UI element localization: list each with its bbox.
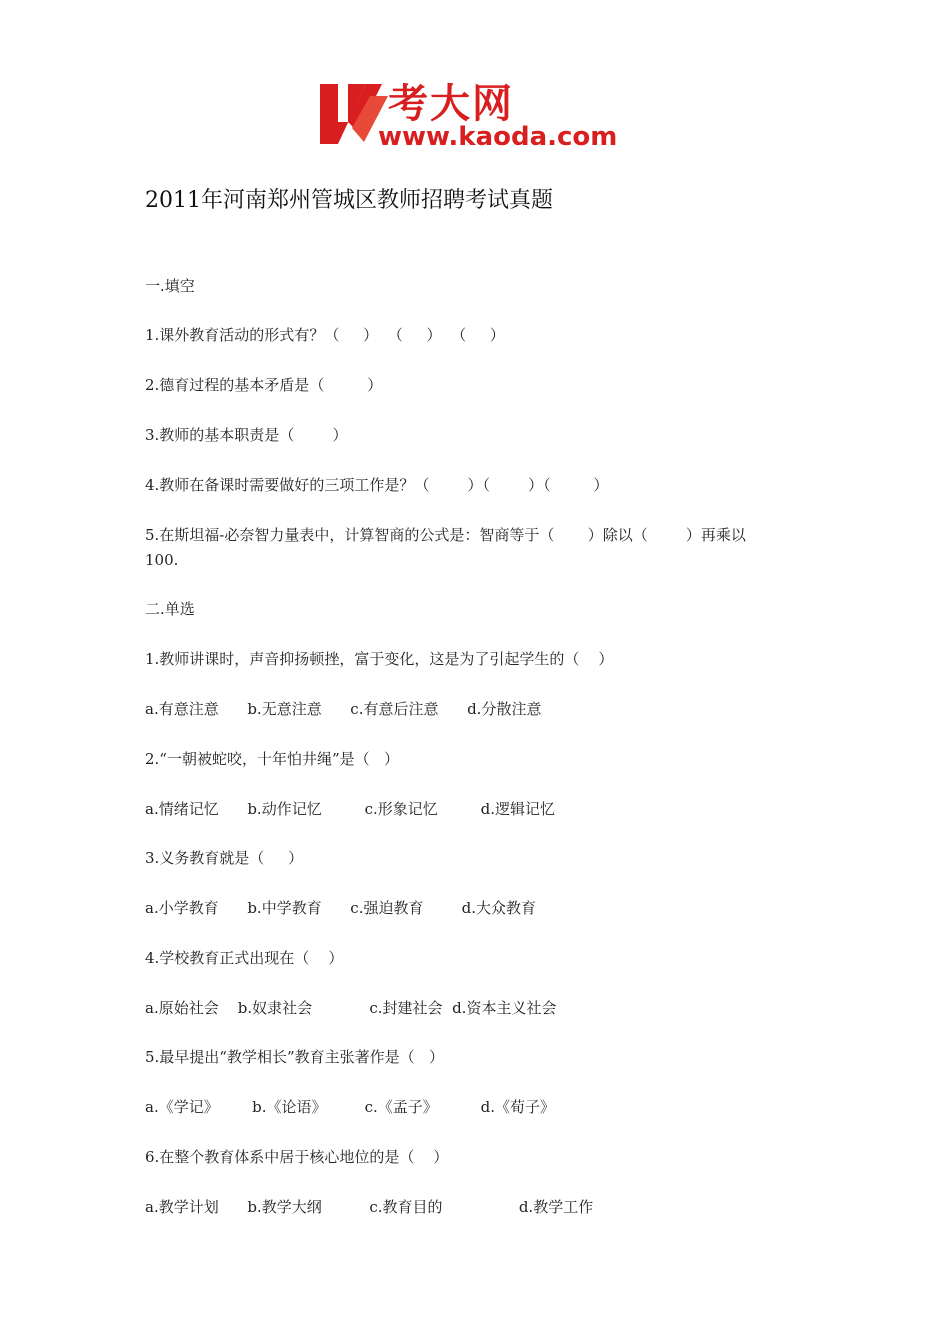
section-heading-fill-in: 一.填空 [145, 277, 195, 295]
question-line: 3.义务教育就是（ ） [145, 849, 304, 867]
question-line: 4.教师在备课时需要做好的三项工作是？（ ）（ ）（ ） [145, 476, 609, 494]
options-line: a.《学记》 b.《论语》 c.《孟子》 d.《荀子》 [145, 1098, 556, 1116]
options-line: a.情绪记忆 b.动作记忆 c.形象记忆 d.逻辑记忆 [145, 800, 556, 818]
question-line-continued: 100. [145, 551, 179, 569]
page-title: 2011年河南郑州管城区教师招聘考试真题 [145, 188, 553, 213]
question-line: 1.课外教育活动的形式有？（ ） （ ） （ ） [145, 326, 505, 344]
options-line: a.原始社会 b.奴隶社会 c.封建社会 d.资本主义社会 [145, 999, 557, 1017]
logo-chinese-text: 考大网 [388, 81, 514, 127]
question-line: 5.最早提出“教学相长”教育主张著作是（ ） [145, 1048, 444, 1066]
options-line: a.小学教育 b.中学教育 c.强迫教育 d.大众教育 [145, 899, 536, 917]
question-line: 2.“一朝被蛇咬，十年怕井绳”是（ ） [145, 750, 399, 768]
question-line: 6.在整个教育体系中居于核心地位的是（ ） [145, 1148, 449, 1166]
options-line: a.教学计划 b.教学大纲 c.教育目的 d.教学工作 [145, 1198, 594, 1216]
kaoda-logo [318, 78, 638, 158]
question-line: 2.德育过程的基本矛盾是（ ） [145, 376, 383, 394]
options-line: a.有意注意 b.无意注意 c.有意后注意 d.分散注意 [145, 700, 542, 718]
section-heading-single-choice: 二.单选 [145, 600, 195, 618]
question-line: 1.教师讲课时，声音抑扬顿挫，富于变化，这是为了引起学生的（ ） [145, 650, 614, 668]
question-line: 4.学校教育正式出现在（ ） [145, 949, 344, 967]
logo-url-text: www.kaoda.com [378, 122, 618, 152]
question-line: 3.教师的基本职责是（ ） [145, 426, 348, 444]
question-line: 5.在斯坦福-必奈智力量表中，计算智商的公式是：智商等于（ ）除以（ ）再乘以 [145, 526, 746, 544]
